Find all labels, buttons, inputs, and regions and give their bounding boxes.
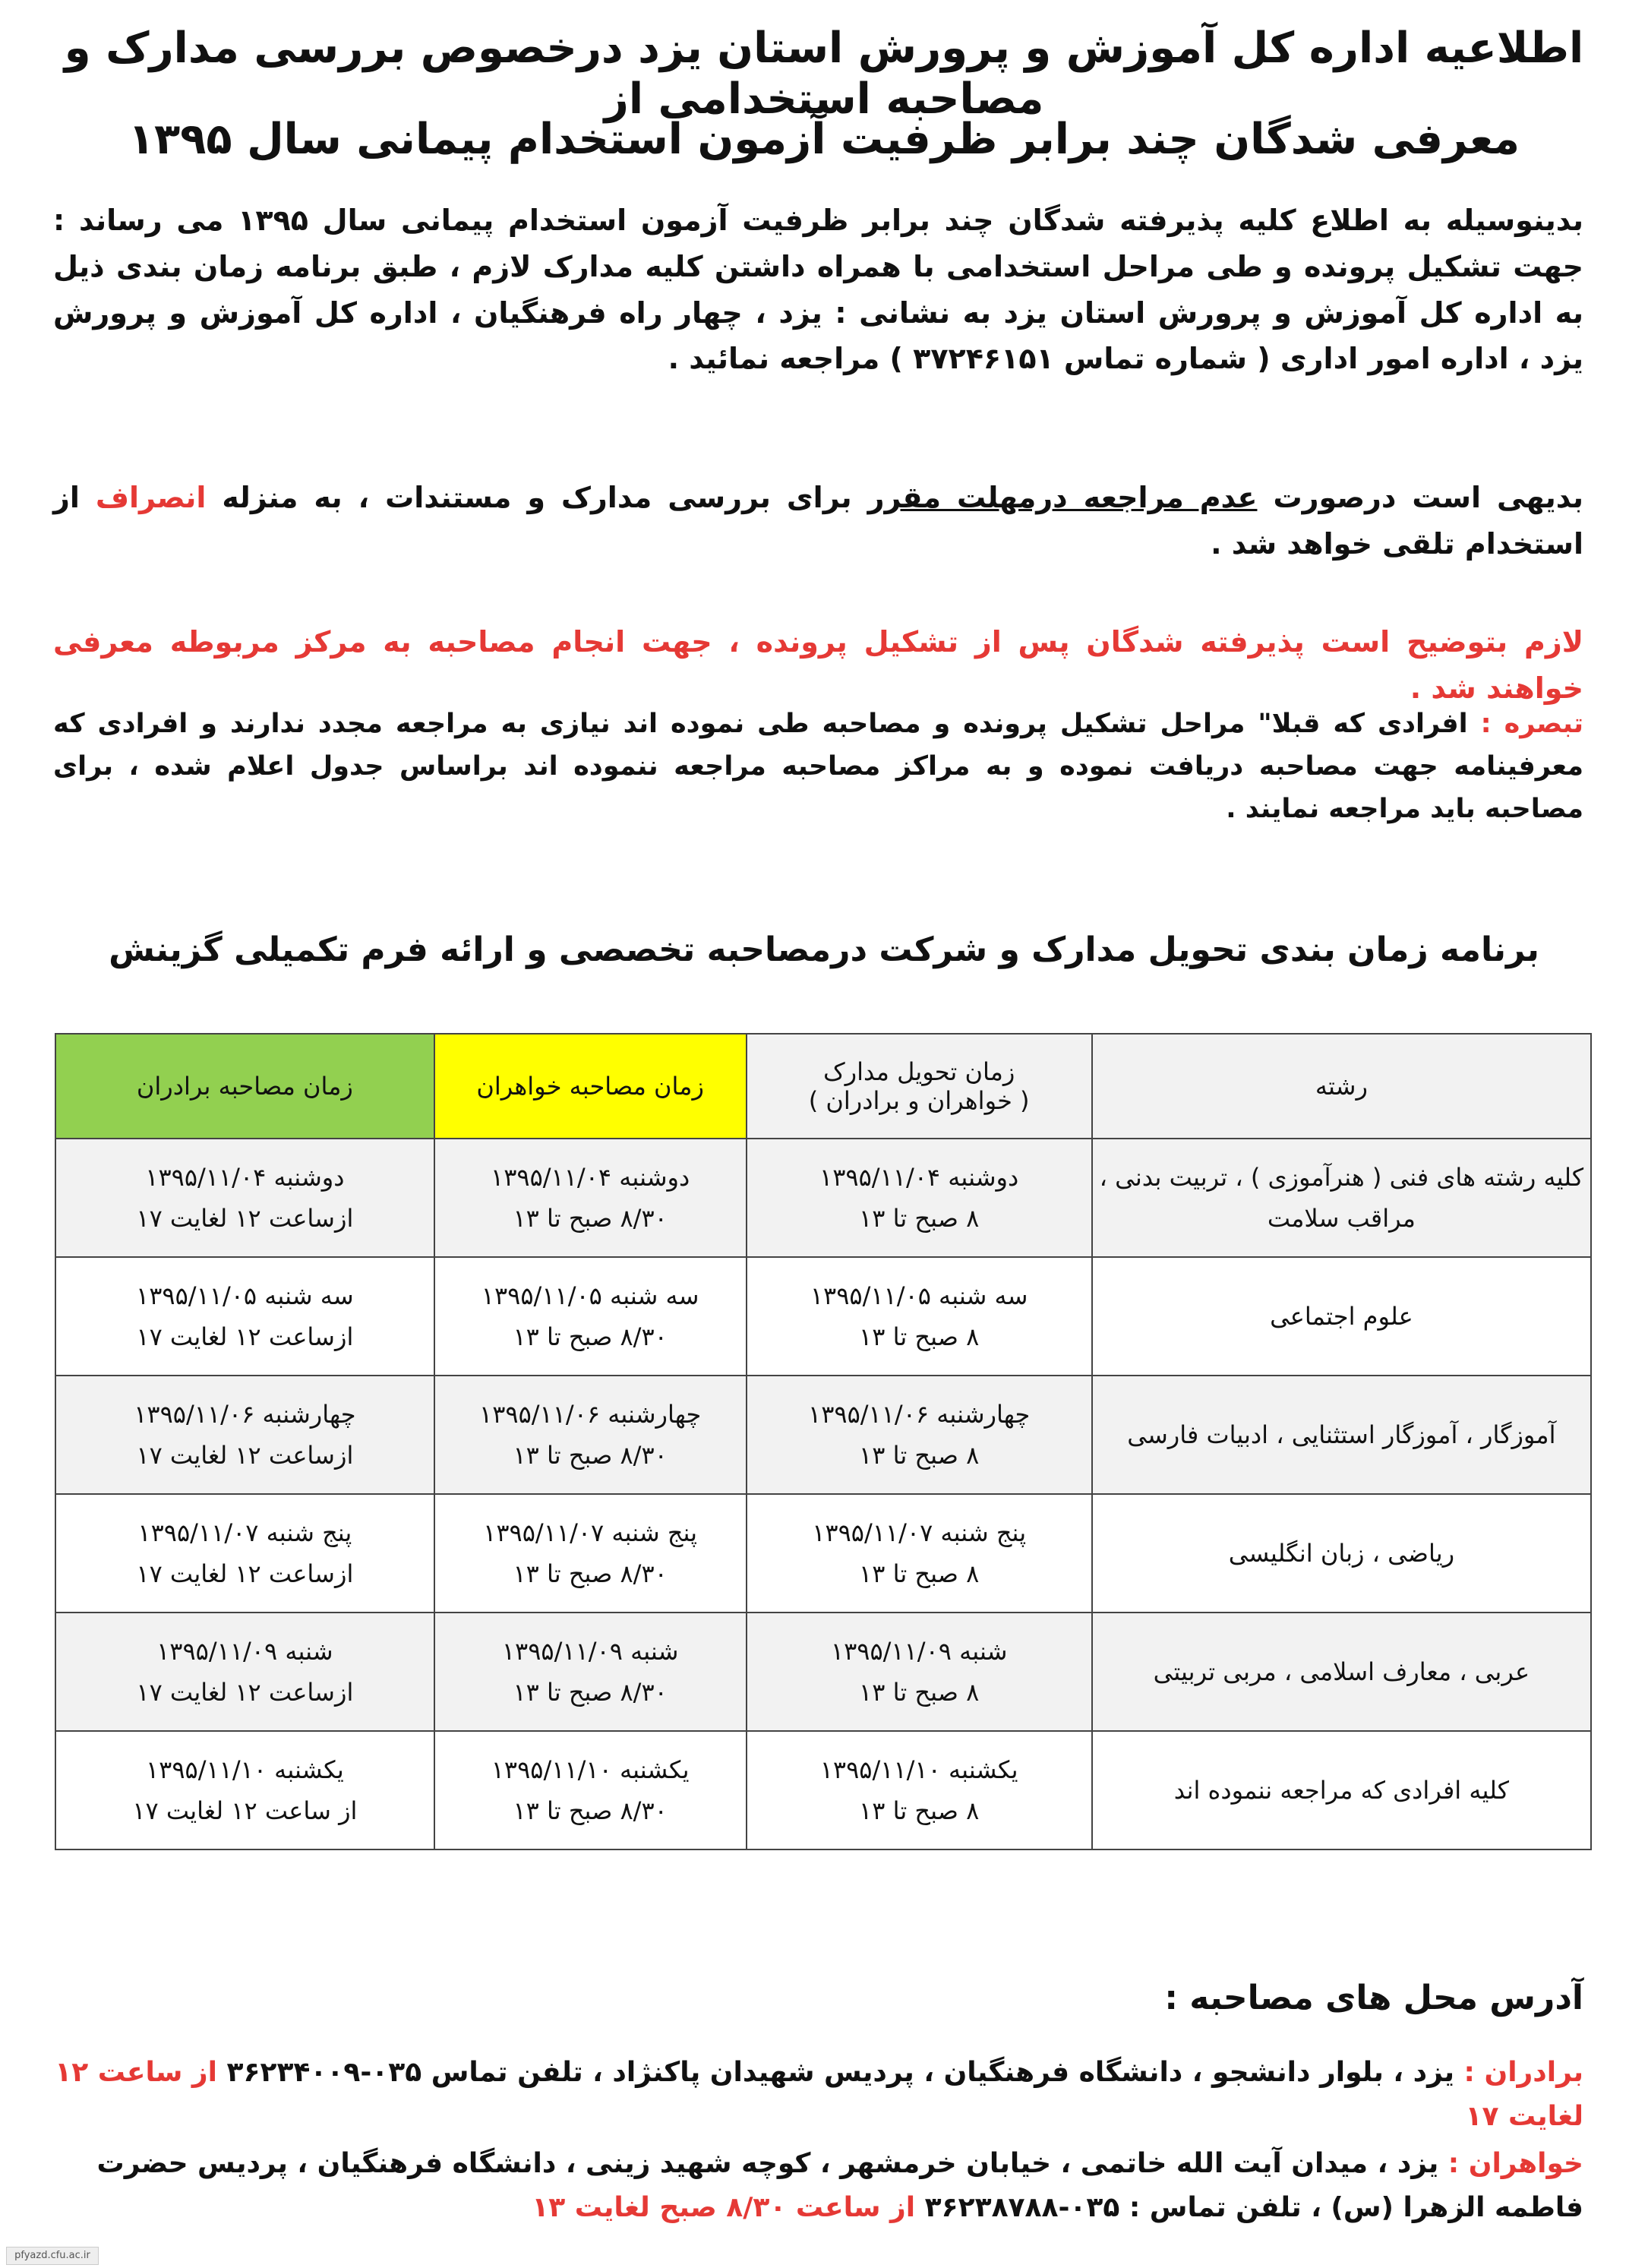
sisters-cell — [434, 1613, 747, 1731]
announcement-title-line2: معرفی شدگان چند برابر ظرفیت آزمون استخدام پیمانی سال ۱۳۹۵ — [128, 115, 1520, 164]
header-field: رشته — [1092, 1034, 1591, 1139]
warning-part2: برای بررسی مدارک و مستندات ، به منزله — [222, 481, 852, 514]
brothers-time: ازساعت ۱۲ لغایت ۱۷ — [136, 1678, 354, 1707]
field-cell — [1092, 1376, 1591, 1494]
warning-part1: بدیهی است درصورت — [1273, 481, 1584, 514]
documents-date: یکشنبه ۱۳۹۵/۱۱/۱۰ — [819, 1755, 1018, 1784]
brothers-date: دوشنبه ۱۳۹۵/۱۱/۰۴ — [145, 1162, 345, 1192]
field-line1: آموزگار ، آموزگار استثنایی ، ادبیات فارسی — [1127, 1420, 1556, 1449]
brothers-address-text: یزد ، بلوار دانشجو ، دانشگاه فرهنگیان ، پردیس شهیدان پاکنژاد ، تلفن تماس ۰۳۵-۳۶۲۳۴۰۰۹ — [226, 2057, 1454, 2088]
field-line1: ریاضی ، زبان انگلیسی — [1228, 1538, 1455, 1568]
brothers-time: از ساعت ۱۲ لغایت ۱۷ — [132, 1796, 358, 1825]
field-line1: کلیه افرادی که مراجعه ننموده اند — [1173, 1775, 1509, 1805]
site-watermark: pfyazd.cfu.ac.ir — [6, 2247, 99, 2265]
sisters-time: ۸/۳۰ صبح تا ۱۳ — [513, 1796, 668, 1825]
sisters-time: ۸/۳۰ صبح تا ۱۳ — [513, 1322, 668, 1351]
documents-time: ۸ صبح تا ۱۳ — [859, 1559, 980, 1588]
sisters-address-hours: از ساعت ۸/۳۰ صبح لغایت ۱۳ — [532, 2191, 916, 2223]
documents-date: چهارشنبه ۱۳۹۵/۱۱/۰۶ — [808, 1399, 1031, 1429]
sisters-time: ۸/۳۰ صبح تا ۱۳ — [513, 1204, 668, 1233]
sisters-address-text: یزد ، میدان آیت الله خاتمی ، خیابان خرمشهر ، کوچه شهید زینی ، دانشگاه فرهنگیان ، پردیس حضرت فاطمه الزهرا (س) ، تلفن تماس : ۰۳۵-۳۶۲۳۸۷۸۸ — [96, 2148, 1583, 2223]
documents-time: ۸ صبح تا ۱۳ — [859, 1678, 980, 1707]
withdrawal-highlight: انصراف — [95, 481, 207, 514]
warning-underlined-text: عدم مراجعه درمهلت مقرر — [867, 481, 1258, 514]
field-cell — [1092, 1731, 1591, 1849]
sisters-date: پنج شنبه ۱۳۹۵/۱۱/۰۷ — [483, 1518, 698, 1547]
header-documents-line2: ( خواهران و برادران ) — [808, 1086, 1030, 1115]
brothers-address-label: برادران : — [1463, 2057, 1583, 2088]
brothers-address — [46, 2051, 1583, 2138]
documents-cell — [747, 1376, 1092, 1494]
brothers-time: ازساعت ۱۲ لغایت ۱۷ — [136, 1441, 354, 1470]
field-line1: علوم اجتماعی — [1270, 1301, 1413, 1331]
sisters-cell — [434, 1494, 747, 1613]
documents-date: سه شنبه ۱۳۹۵/۱۱/۰۵ — [810, 1281, 1028, 1310]
header-documents — [747, 1034, 1092, 1139]
field-line1: کلیه رشته های فنی ( هنرآموزی ) ، تربیت بدنی ، — [1099, 1162, 1584, 1192]
note-text: افرادی که قبلا" مراحل تشکیل پرونده و مصاحبه طی نموده اند نیازی به مراجعه مجدد ندارند و افرادی که معرفینامه جهت مصاحبه دریافت نموده و به مراکز مصاحبه مراجعه ننموده اند براساس جدول اعلام شده ، برای مصاحبه باید مراجعه نمایند . — [53, 709, 1583, 824]
field-cell — [1092, 1494, 1591, 1613]
brothers-cell — [55, 1257, 434, 1376]
brothers-cell — [55, 1376, 434, 1494]
header-documents-line1: زمان تحویل مدارک — [822, 1057, 1015, 1086]
schedule-table — [55, 1033, 1592, 1850]
brothers-date: شنبه ۱۳۹۵/۱۱/۰۹ — [156, 1636, 333, 1666]
table-row — [55, 1139, 1591, 1257]
brothers-time: ازساعت ۱۲ لغایت ۱۷ — [136, 1322, 354, 1351]
warning-paragraph — [53, 475, 1583, 567]
brothers-date: یکشنبه ۱۳۹۵/۱۱/۱۰ — [145, 1755, 344, 1784]
header-brothers-interview: زمان مصاحبه برادران — [55, 1034, 434, 1139]
sisters-cell — [434, 1376, 747, 1494]
brothers-time: ازساعت ۱۲ لغایت ۱۷ — [136, 1559, 354, 1588]
documents-cell — [747, 1731, 1092, 1849]
sisters-time: ۸/۳۰ صبح تا ۱۳ — [513, 1441, 668, 1470]
brothers-cell — [55, 1494, 434, 1613]
documents-cell — [747, 1139, 1092, 1257]
sisters-address — [46, 2142, 1583, 2229]
sisters-time: ۸/۳۰ صبح تا ۱۳ — [513, 1559, 668, 1588]
header-sisters-interview: زمان مصاحبه خواهران — [434, 1034, 747, 1139]
schedule-header-row — [55, 1034, 1591, 1139]
brothers-cell — [55, 1613, 434, 1731]
documents-time: ۸ صبح تا ۱۳ — [859, 1441, 980, 1470]
documents-date: دوشنبه ۱۳۹۵/۱۱/۰۴ — [819, 1162, 1019, 1192]
note-label: تبصره : — [1480, 709, 1583, 739]
sisters-date: شنبه ۱۳۹۵/۱۱/۰۹ — [501, 1636, 679, 1666]
brothers-cell — [55, 1139, 434, 1257]
interview-referral-notice: لازم بتوضیح است پذیرفته شدگان پس از تشکیل پرونده ، جهت انجام مصاحبه به مرکز مربوطه معرفی خواهند شد . — [53, 625, 1583, 705]
sisters-cell — [434, 1731, 747, 1849]
documents-date: پنج شنبه ۱۳۹۵/۱۱/۰۷ — [812, 1518, 1027, 1547]
sisters-cell — [434, 1139, 747, 1257]
table-row — [55, 1731, 1591, 1849]
brothers-date: پنج شنبه ۱۳۹۵/۱۱/۰۷ — [137, 1518, 352, 1547]
intro-paragraph: بدینوسیله به اطلاع کلیه پذیرفته شدگان چند برابر ظرفیت آزمون استخدام پیمانی سال ۱۳۹۵ می رساند : جهت تشکیل پرونده و طی مراحل استخدامی با همراه داشتن کلیه مدارک لازم ، طبق برنامه زمان بندی ذیل به اداره کل آموزش و پرورش استان یزد به نشانی : یزد ، چهار راه فرهنگیان ، اداره کل آموزش و پرورش یزد ، اداره امور اداری ( شماره تماس ۳۷۲۴۶۱۵۱ ) مراجعه نمائید . — [53, 204, 1583, 376]
table-row — [55, 1613, 1591, 1731]
documents-time: ۸ صبح تا ۱۳ — [859, 1796, 980, 1825]
field-line2: مراقب سلامت — [1267, 1204, 1416, 1233]
table-row — [55, 1257, 1591, 1376]
sisters-time: ۸/۳۰ صبح تا ۱۳ — [513, 1678, 668, 1707]
sisters-address-label: خواهران : — [1448, 2148, 1583, 2179]
field-cell — [1092, 1613, 1591, 1731]
sisters-cell — [434, 1257, 747, 1376]
field-cell — [1092, 1139, 1591, 1257]
documents-cell — [747, 1613, 1092, 1731]
schedule-title: برنامه زمان بندی تحویل مدارک و شرکت درمصاحبه تخصصی و ارائه فرم تکمیلی گزینش — [109, 930, 1539, 969]
documents-date: شنبه ۱۳۹۵/۱۱/۰۹ — [830, 1636, 1008, 1666]
table-row — [55, 1494, 1591, 1613]
brothers-date: سه شنبه ۱۳۹۵/۱۱/۰۵ — [136, 1281, 354, 1310]
table-row — [55, 1376, 1591, 1494]
field-cell — [1092, 1257, 1591, 1376]
brothers-address-hours: از ساعت ۱۲ لغایت ۱۷ — [55, 2057, 1583, 2132]
sisters-date: یکشنبه ۱۳۹۵/۱۱/۱۰ — [491, 1755, 690, 1784]
sisters-date: سه شنبه ۱۳۹۵/۱۱/۰۵ — [481, 1281, 699, 1310]
warning-part3: از استخدام تلقی خواهد شد . — [53, 481, 1583, 561]
brothers-date: چهارشنبه ۱۳۹۵/۱۱/۰۶ — [134, 1399, 356, 1429]
note-paragraph — [53, 703, 1583, 830]
documents-time: ۸ صبح تا ۱۳ — [859, 1204, 980, 1233]
brothers-cell — [55, 1731, 434, 1849]
brothers-time: ازساعت ۱۲ لغایت ۱۷ — [136, 1204, 354, 1233]
field-line1: عربی ، معارف اسلامی ، مربی تربیتی — [1153, 1657, 1530, 1686]
sisters-date: چهارشنبه ۱۳۹۵/۱۱/۰۶ — [479, 1399, 702, 1429]
announcement-title-line1: اطلاعیه اداره کل آموزش و پرورش استان یزد درخصوص بررسی مدارک و مصاحبه استخدامی از — [64, 24, 1584, 125]
documents-cell — [747, 1257, 1092, 1376]
documents-time: ۸ صبح تا ۱۳ — [859, 1322, 980, 1351]
sisters-date: دوشنبه ۱۳۹۵/۱۱/۰۴ — [491, 1162, 690, 1192]
documents-cell — [747, 1494, 1092, 1613]
addresses-title: آدرس محل های مصاحبه : — [1164, 1979, 1583, 2017]
